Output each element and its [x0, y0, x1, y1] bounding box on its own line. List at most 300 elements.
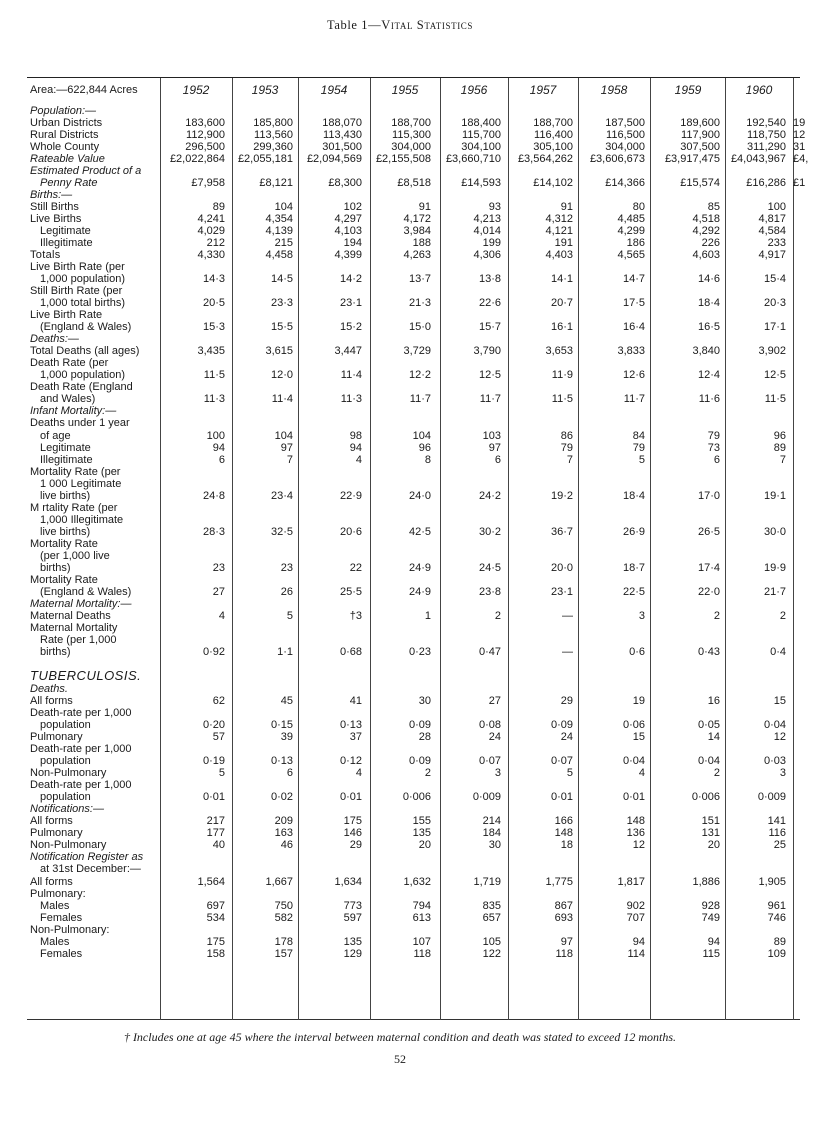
table-cell: £14,102 [533, 177, 573, 189]
table-cell: 163 [274, 827, 293, 839]
table-cell: 3,984 [403, 225, 431, 237]
table-cell: 0·09 [550, 719, 573, 731]
table-cell: 4,014 [473, 225, 501, 237]
row-label: Legitimate [40, 442, 91, 454]
table-cell: 3,790 [473, 345, 501, 357]
year-header: 1954 [320, 83, 348, 97]
row-label: Live Birth Rate (per [30, 261, 125, 273]
table-cell: 3,729 [403, 345, 431, 357]
table-cell: 7 [286, 454, 293, 466]
table-cell: 199 [482, 237, 501, 249]
table-cell: 4,399 [334, 249, 362, 261]
table-cell: 15·3 [202, 321, 225, 333]
table-cell: 0·006 [691, 791, 720, 803]
table-cell: 4,518 [692, 213, 720, 225]
table-cell: 14·6 [697, 273, 720, 285]
table-cell: £2,055,181 [237, 153, 293, 165]
row-label: Females [40, 948, 83, 960]
year-header: 1952 [182, 83, 210, 97]
table-cell: 6 [286, 767, 293, 779]
table-cell: 28 [418, 731, 431, 743]
table-cell: 212 [206, 237, 225, 249]
table-cell: 131 [701, 827, 720, 839]
table-cell: 79 [560, 442, 573, 454]
table-cell: 40 [212, 839, 225, 851]
row-label: All forms [30, 695, 73, 707]
table-cell: 305,100 [533, 141, 573, 153]
table-cell: 15·7 [478, 321, 501, 333]
table-cell: 1,775 [545, 876, 573, 888]
table-cell: 185,800 [253, 117, 293, 129]
table-cell: 20·5 [202, 297, 225, 309]
table-cell: 30·2 [478, 526, 501, 538]
table-cell: £8,121 [259, 177, 293, 189]
table-cell: 307,500 [680, 141, 720, 153]
table-cell: 4,139 [265, 225, 293, 237]
table-cell: £2,094,569 [306, 153, 362, 165]
table-cell: 4 [355, 767, 362, 779]
table-cell: 14·2 [339, 273, 362, 285]
table-cell: 5 [218, 767, 225, 779]
row-label: population [40, 755, 91, 767]
row-label: 1 000 Legitimate [40, 478, 122, 490]
table-cell: 24·9 [408, 586, 431, 598]
table-cell: 6 [713, 454, 720, 466]
year-header: 1955 [391, 83, 419, 97]
year-header: 1959 [674, 83, 702, 97]
table-cell: 773 [343, 900, 362, 912]
table-cell: 0·20 [202, 719, 225, 731]
table-cell: 5 [566, 767, 573, 779]
table-cell: 41 [349, 695, 362, 707]
row-label: Death-rate per 1,000 [30, 779, 132, 791]
table-cell: 118,750 [747, 129, 786, 141]
row-label: (per 1,000 live [40, 550, 110, 562]
table-cell: 20·0 [550, 562, 573, 574]
table-cell: 19 [793, 117, 806, 129]
table-cell: 91 [560, 201, 573, 213]
row-label: Live Births [30, 213, 82, 225]
row-label: Still Births [30, 201, 79, 213]
table-cell: 11·7 [623, 393, 645, 405]
table-cell: 11·3 [203, 393, 225, 405]
row-label: Death-rate per 1,000 [30, 707, 132, 719]
row-label: Still Birth Rate (per [30, 285, 123, 297]
table-cell: 175 [206, 936, 225, 948]
table-cell: 0·92 [202, 646, 225, 658]
row-label: population [40, 791, 91, 803]
table-cell: 1,719 [473, 876, 501, 888]
table-cell: 3,615 [265, 345, 293, 357]
table-cell: 6 [218, 454, 225, 466]
table-cell: 22 [349, 562, 362, 574]
table-cell: 0·13 [339, 719, 362, 731]
row-label: live births) [40, 526, 91, 538]
table-cell: £1 [793, 177, 806, 189]
table-cell: 12·5 [763, 369, 786, 381]
table-cell: 178 [274, 936, 293, 948]
table-cell: 8 [424, 454, 431, 466]
table-cell: 4,297 [334, 213, 362, 225]
table-cell: 57 [212, 731, 225, 743]
row-label: 1,000 Illegitimate [40, 514, 124, 526]
table-cell: 17·0 [697, 490, 720, 502]
table-cell: 136 [626, 827, 645, 839]
table-cell: 103 [482, 430, 501, 442]
table-cell: £3,917,475 [664, 153, 720, 165]
table-cell: 11·4 [271, 393, 293, 405]
table-cell: 20·7 [550, 297, 573, 309]
table-cell: 184 [482, 827, 501, 839]
table-cell: 7 [566, 454, 573, 466]
table-cell: 27 [488, 695, 501, 707]
table-cell: 19 [632, 695, 645, 707]
table-cell: 22·0 [697, 586, 720, 598]
table-cell: 301,500 [322, 141, 362, 153]
table-cell: 91 [418, 201, 431, 213]
row-label: and Wales) [40, 393, 96, 405]
table-cell: 84 [632, 430, 645, 442]
table-cell: 100 [767, 201, 786, 213]
table-cell: 23 [280, 562, 293, 574]
row-label: Mortality Rate [30, 538, 98, 550]
year-header: 1953 [251, 83, 279, 97]
table-cell: 1,667 [265, 876, 293, 888]
table-cell: 3 [779, 767, 786, 779]
table-cell: 183,600 [185, 117, 225, 129]
table-cell: 97 [488, 442, 501, 454]
table-cell: 24·5 [478, 562, 501, 574]
table-cell: 304,100 [461, 141, 501, 153]
table-cell: 11·5 [764, 393, 786, 405]
table-cell: 12·5 [478, 369, 501, 381]
row-label: All forms [30, 815, 73, 827]
row-label: TUBERCULOSIS. [30, 668, 142, 683]
table-cell: 0·07 [550, 755, 573, 767]
table-cell: 11·5 [551, 393, 573, 405]
table-cell: £3,660,710 [445, 153, 501, 165]
area-header: Area:—622,844 Acres [30, 84, 138, 96]
row-label: Deaths. [30, 683, 68, 695]
table-cell: 79 [707, 430, 720, 442]
table-cell: 0·15 [270, 719, 293, 731]
table-cell: 1,634 [334, 876, 362, 888]
table-cell: 4,172 [403, 213, 431, 225]
table-cell: 2 [424, 767, 431, 779]
column-rule [793, 78, 794, 1020]
table-cell: 19·9 [763, 562, 786, 574]
table-cell: 24·2 [478, 490, 501, 502]
table-cell: 20·6 [339, 526, 362, 538]
table-cell: 32·5 [270, 526, 293, 538]
table-cell: 25·5 [339, 586, 362, 598]
table-cell: 1,632 [403, 876, 431, 888]
row-label: Pulmonary: [30, 888, 86, 900]
table-cell: 0·009 [757, 791, 786, 803]
table-cell: 23·3 [270, 297, 293, 309]
table-cell: 122 [482, 948, 501, 960]
table-cell: 15·4 [763, 273, 786, 285]
table-cell: 114 [627, 948, 645, 960]
table-cell: 5 [638, 454, 645, 466]
table-cell: 24·9 [408, 562, 431, 574]
table-cell: 15 [773, 695, 786, 707]
year-header: 1956 [460, 83, 488, 97]
table-cell: 14 [707, 731, 720, 743]
row-label: Non-Pulmonary: [30, 924, 110, 936]
table-cell: 4 [638, 767, 645, 779]
table-cell: 19·1 [763, 490, 786, 502]
table-cell: 112,900 [186, 129, 225, 141]
table-cell: 0·4 [770, 646, 786, 658]
table-cell: 100 [206, 430, 225, 442]
table-cell: 0·02 [270, 791, 293, 803]
table-cell: 3,833 [617, 345, 645, 357]
table-cell: 0·23 [408, 646, 431, 658]
table-cell: — [562, 610, 573, 622]
table-cell: 0·12 [339, 755, 362, 767]
table-cell: 85 [707, 201, 720, 213]
table-cell: 25 [773, 839, 786, 851]
table-cell: 13·8 [478, 273, 501, 285]
table-cell: 105 [482, 936, 501, 948]
row-label: 1,000 population) [40, 273, 126, 285]
row-label: population [40, 719, 91, 731]
table-cell: 97 [560, 936, 573, 948]
table-cell: 0·03 [763, 755, 786, 767]
table-cell: £15,574 [680, 177, 720, 189]
row-label: Pulmonary [30, 731, 83, 743]
row-label: Pulmonary [30, 827, 83, 839]
row-label: Totals [30, 249, 61, 261]
table-cell: 31 [793, 141, 806, 153]
table-cell: 14·3 [202, 273, 225, 285]
table-cell: 45 [280, 695, 293, 707]
table-cell: 11·5 [203, 369, 225, 381]
table-cell: 21·3 [408, 297, 431, 309]
row-label: 1,000 total births) [40, 297, 125, 309]
row-label: Estimated Product of a [30, 165, 142, 177]
table-cell: 299,360 [253, 141, 293, 153]
table-cell: 36·7 [550, 526, 573, 538]
table-cell: 24·0 [408, 490, 431, 502]
table-cell: 104 [412, 430, 431, 442]
table-cell: 16 [707, 695, 720, 707]
table-cell: 304,000 [605, 141, 645, 153]
table-cell: 89 [773, 936, 786, 948]
table-cell: 18·7 [622, 562, 645, 574]
table-cell: 30·0 [763, 526, 786, 538]
table-cell: 107 [412, 936, 431, 948]
table-cell: £4, [793, 153, 809, 165]
table-cell: 186 [626, 237, 645, 249]
table-cell: 296,500 [185, 141, 225, 153]
table-cell: 5 [286, 610, 293, 622]
table-cell: 135 [412, 827, 431, 839]
footnote: † Includes one at age 45 where the interval between maternal condition and death was stated to exceed 12 months. [123, 1030, 677, 1044]
year-header: 1960 [745, 83, 773, 97]
table-cell: 188,700 [391, 117, 431, 129]
table-cell: 12·6 [622, 369, 645, 381]
table-cell: 613 [412, 912, 431, 924]
table-cell: 28·3 [202, 526, 225, 538]
table-cell: 115,700 [462, 129, 501, 141]
table-cell: 194 [343, 237, 362, 249]
table-cell: 24 [560, 731, 573, 743]
table-cell: 16·1 [550, 321, 573, 333]
table-cell: 11·6 [698, 393, 720, 405]
table-cell: £2,155,508 [375, 153, 431, 165]
table-cell: — [562, 646, 573, 658]
row-label: Notifications:— [30, 803, 104, 815]
table-cell: 26 [280, 586, 293, 598]
table-cell: 37 [349, 731, 362, 743]
table-cell: 188,400 [461, 117, 501, 129]
row-label: (England & Wales) [40, 321, 132, 333]
table-cell: 113,430 [323, 129, 362, 141]
row-label: All forms [30, 876, 73, 888]
table-cell: 311,290 [747, 141, 786, 153]
table-cell: 93 [488, 201, 501, 213]
table-cell: 17·5 [622, 297, 645, 309]
table-cell: 30 [418, 695, 431, 707]
year-header: 1958 [600, 83, 628, 97]
row-label: Penny Rate [40, 177, 98, 189]
table-cell: 113,560 [254, 129, 293, 141]
row-label: at 31st December:— [40, 863, 141, 875]
table-cell: 0·04 [697, 755, 720, 767]
row-label: Rateable Value [30, 153, 105, 165]
table-cell: 0·09 [408, 755, 431, 767]
table-cell: †3 [349, 610, 362, 622]
table-cell: 0·68 [339, 646, 362, 658]
table-cell: 94 [212, 442, 225, 454]
table-cell: 157 [274, 948, 293, 960]
table-cell: 0·05 [697, 719, 720, 731]
row-label: Maternal Mortality [30, 622, 118, 634]
table-cell: 4,103 [334, 225, 362, 237]
table-cell: 116 [768, 827, 786, 839]
row-label: Population:— [30, 105, 97, 117]
table-cell: 0·09 [408, 719, 431, 731]
table-cell: 7 [779, 454, 786, 466]
table-number: Table 1 [326, 18, 369, 32]
table-cell: 115,300 [392, 129, 431, 141]
row-label: Infant Mortality:— [30, 405, 117, 417]
table-cell: 3,447 [334, 345, 362, 357]
row-label: Illegitimate [40, 237, 93, 249]
table-cell: 15·0 [408, 321, 431, 333]
table-cell: 188 [412, 237, 431, 249]
table-cell: 118 [555, 948, 573, 960]
table-cell: 22·6 [478, 297, 501, 309]
table-cell: 226 [701, 237, 720, 249]
table-cell: 39 [280, 731, 293, 743]
table-cell: 0·01 [202, 791, 225, 803]
row-label: births) [40, 562, 71, 574]
table-cell: 0·08 [478, 719, 501, 731]
table-cell: 657 [482, 912, 501, 924]
row-label: Total Deaths (all ages) [30, 345, 140, 357]
table-cell: 0·19 [202, 755, 225, 767]
row-label: Live Birth Rate [30, 309, 103, 321]
table-cell: 29 [349, 839, 362, 851]
table-cell: 46 [280, 839, 293, 851]
table-cell: 4,241 [197, 213, 225, 225]
table-cell: 20·3 [763, 297, 786, 309]
table-cell: 158 [206, 948, 225, 960]
table-cell: 109 [767, 948, 786, 960]
table-cell: 89 [212, 201, 225, 213]
row-label: Rate (per 1,000 [40, 634, 117, 646]
table-cell: £3,564,262 [517, 153, 573, 165]
table-cell: 15·2 [339, 321, 362, 333]
title-dash: — [368, 18, 382, 32]
row-label: Females [40, 912, 83, 924]
table-cell: 214 [482, 815, 501, 827]
table-cell: 233 [767, 237, 786, 249]
row-label: Deaths under 1 year [30, 417, 130, 429]
table-cell: 148 [554, 827, 573, 839]
table-cell: 23·4 [270, 490, 293, 502]
table-cell: 902 [626, 900, 645, 912]
table-cell: 0·01 [339, 791, 362, 803]
table-cell: 4,485 [617, 213, 645, 225]
table-cell: 0·13 [270, 755, 293, 767]
table-cell: 23·1 [339, 297, 362, 309]
table-cell: 0·01 [550, 791, 573, 803]
table-cell: 4,458 [265, 249, 293, 261]
table-cell: 177 [206, 827, 225, 839]
table-cell: 1,564 [197, 876, 225, 888]
table-cell: 0·6 [629, 646, 645, 658]
table-cell: 4 [355, 454, 362, 466]
table-cell: 30 [488, 839, 501, 851]
table-cell: 3 [638, 610, 645, 622]
table-cell: 2 [713, 767, 720, 779]
row-label: Males [40, 900, 70, 912]
table-cell: 94 [632, 936, 645, 948]
table-cell: 11·7 [479, 393, 501, 405]
table-cell: 18·4 [697, 297, 720, 309]
table-cell: 148 [626, 815, 645, 827]
table-cell: £16,286 [746, 177, 786, 189]
table-cell: 12 [773, 731, 786, 743]
row-label: births) [40, 646, 71, 658]
table-cell: 4,306 [473, 249, 501, 261]
table-cell: 835 [482, 900, 501, 912]
table-cell: 4,121 [545, 225, 573, 237]
table-cell: 15 [632, 731, 645, 743]
table-cell: 24 [488, 731, 501, 743]
table-cell: 928 [701, 900, 720, 912]
table-cell: 4,213 [473, 213, 501, 225]
row-label: Mortality Rate [30, 574, 98, 586]
row-label: Births:— [30, 189, 73, 201]
table-cell: 26·9 [622, 526, 645, 538]
table-cell: 0·009 [472, 791, 501, 803]
table-cell: 12·2 [408, 369, 431, 381]
table-cell: 4,292 [692, 225, 720, 237]
table-cell: 22·5 [622, 586, 645, 598]
table-cell: 96 [418, 442, 431, 454]
table-cell: 12·4 [697, 369, 720, 381]
table-cell: £3,606,673 [589, 153, 645, 165]
table-cell: 1,886 [692, 876, 720, 888]
table-cell: 94 [349, 442, 362, 454]
table-cell: 21·7 [763, 586, 786, 598]
table-cell: 11·9 [551, 369, 573, 381]
